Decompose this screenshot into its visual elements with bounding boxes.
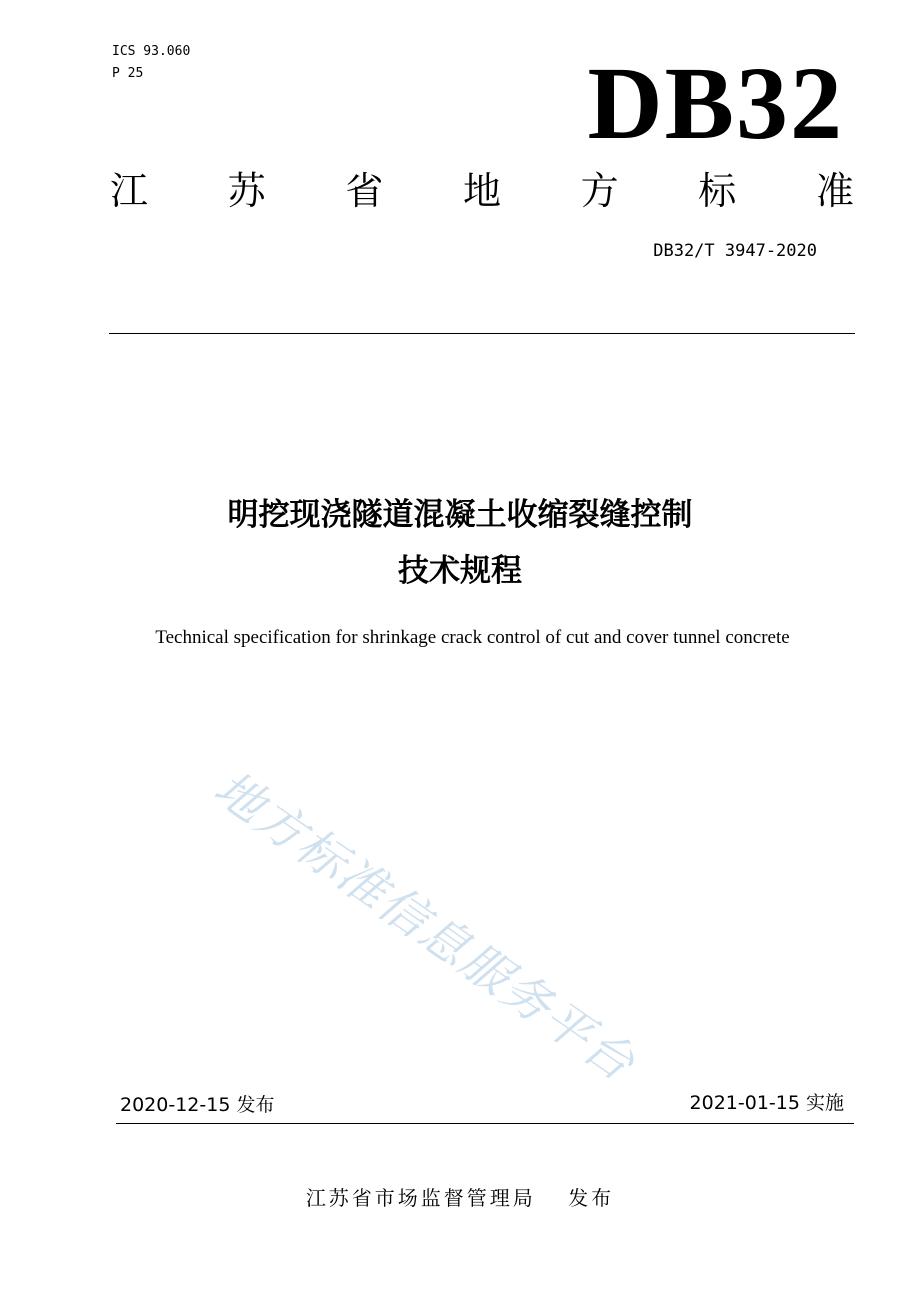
org-char: 省 [345, 169, 384, 213]
org-char: 地 [462, 169, 501, 213]
title-line-1: 明挖现浇隧道混凝土收缩裂缝控制 [227, 497, 693, 533]
publish-date: 2020-12-15 发布 [120, 1094, 275, 1116]
english-title: Technical specification for shrinkage crack control of cut and cover tunnel concrete [155, 627, 790, 648]
watermark: 地方标准信息服务平台 [203, 760, 646, 1093]
organization-title [110, 168, 854, 214]
org-char: 标 [698, 169, 737, 213]
ics-code: ICS 93.060 [112, 44, 191, 59]
implement-date: 2021-01-15 实施 [689, 1092, 844, 1114]
bottom-divider [116, 1123, 854, 1124]
org-char: 苏 [227, 169, 266, 213]
org-char: 方 [580, 169, 619, 213]
top-divider [109, 333, 855, 334]
standard-number: DB32/T 3947-2020 [653, 241, 817, 261]
title-line-2: 技术规程 [398, 553, 522, 589]
classification-code: P 25 [112, 66, 144, 81]
issuer: 江苏省市场监督管理局 发布 [305, 1186, 615, 1210]
org-char: 准 [815, 169, 854, 213]
org-char: 江 [110, 169, 149, 213]
db32-logo: DB32 [587, 46, 844, 161]
